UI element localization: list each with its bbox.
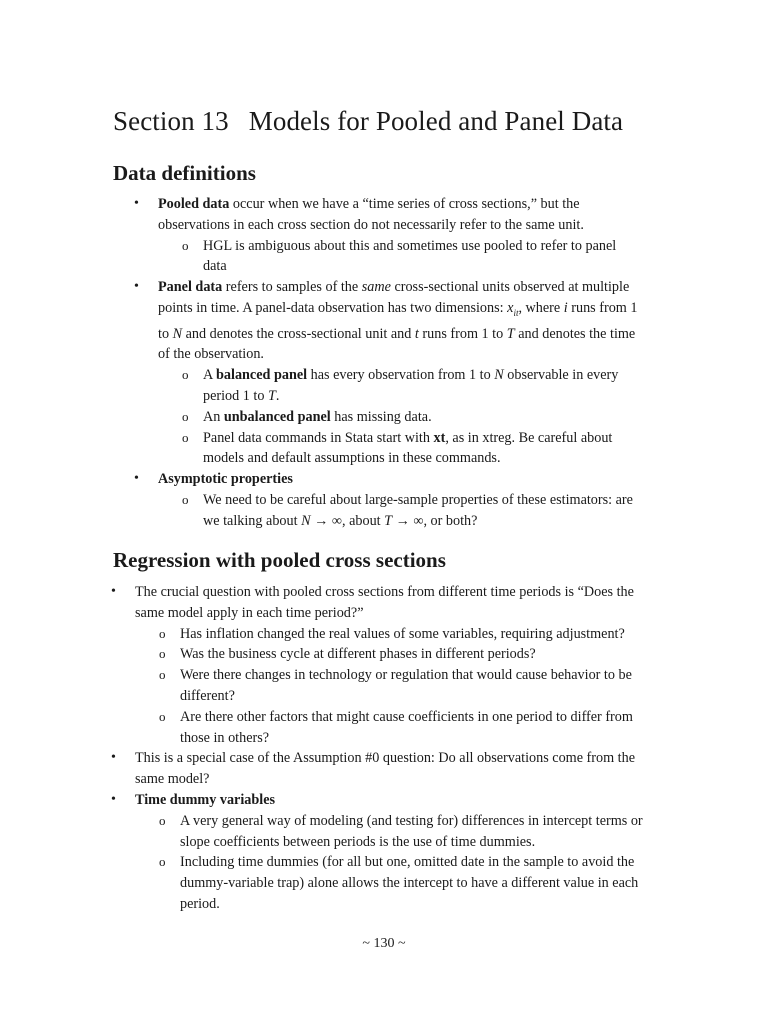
sub-item-technology: o Were there changes in technology or regulation that would cause behavior to be different? <box>159 667 632 704</box>
sub-item-other-factors: o Are there other factors that might cause coefficients in one period to differ from those in others? <box>159 708 633 746</box>
sub-item-unbalanced-panel: o An unbalanced panel has missing data. <box>203 407 678 428</box>
regression-list <box>111 582 695 915</box>
list-item-special-case: • This is a special case of the Assumption #0 question: Do all observations come from the same model? <box>111 750 636 788</box>
circle-bullet-icon: o <box>182 491 189 507</box>
sub-item-large-sample: o We need to be careful about large-sample properties of these estimators: are we talking about N → ∞, about T → ∞, or both? <box>182 491 633 529</box>
circle-bullet-icon: o <box>182 367 189 383</box>
circle-bullet-icon: o <box>159 812 166 828</box>
list-item-panel-data: • Panel data refers to samples of the same cross-sectional units observed at multiple points in time. A panel-data observation has two dimensions: $x_{it}$, where i runs from 1 to N and denotes the cross-sectional unit and t runs from 1 to T and denotes the time of the observation. o A balanced panel has every observation from 1 to N observable in every period 1 to T. o An unbalanced panel has missing data. o Panel data commands in Stata start with xt, as in xtreg. Be careful about models and default assumptions in these commands. <box>158 277 678 469</box>
sub-item-including-dummies: o Including time dummies (for all but one, omitted date in the sample to avoid the dummy-variable trap) alone allows the intercept to have a different value in each period. <box>159 854 639 912</box>
sub-item-general-way: o A very general way of modeling (and testing for) differences in intercept terms or slope coefficients between periods is the use of time dummies. <box>159 812 643 850</box>
sub-item-balanced-panel: o A balanced panel has every observation from 1 to N observable in every period 1 to T. <box>182 367 619 404</box>
circle-bullet-icon: o <box>159 708 166 724</box>
sub-item-inflation: o Has inflation changed the real values of some variables, requiring adjustment? <box>180 624 695 645</box>
term-time-dummy: Time dummy variables <box>135 791 276 808</box>
circle-bullet-icon: o <box>182 429 189 445</box>
section-number: Section 13 <box>113 106 229 136</box>
circle-bullet-icon: o <box>159 667 166 683</box>
sub-item-hgl: o HGL is ambiguous about this and sometimes use pooled to refer to panel data <box>182 237 617 275</box>
sub-item-business-cycle: o Was the business cycle at different phases in different periods? <box>180 644 695 665</box>
page-title <box>113 106 623 137</box>
heading-regression: Regression with pooled cross sections <box>113 548 446 572</box>
sub-item-stata-commands: o Panel data commands in Stata start with xt, as in xtreg. Be careful about models and default assumptions in these commands. <box>182 429 613 467</box>
bullet-icon: • <box>111 791 116 807</box>
list-item-pooled-data: • Pooled data occur when we have a “time series of cross sections,” but the observations in each cross section do not necessarily refer to the same unit. o HGL is ambiguous about this and sometimes use pooled to refer to panel data <box>158 194 678 277</box>
bullet-icon: • <box>134 471 139 487</box>
bullet-icon: • <box>111 750 116 766</box>
term-asymptotic: Asymptotic properties <box>158 471 293 488</box>
bullet-icon: • <box>134 279 139 295</box>
circle-bullet-icon: o <box>159 625 166 641</box>
list-item-asymptotic <box>134 469 678 531</box>
section-title: Models for Pooled and Panel Data <box>248 106 624 136</box>
circle-bullet-icon: o <box>159 646 166 662</box>
page-number: ~ 130 ~ <box>362 936 406 951</box>
term-panel-data: Panel data <box>158 279 223 296</box>
circle-bullet-icon: o <box>182 237 189 253</box>
term-pooled-data: Pooled data <box>158 196 230 212</box>
circle-bullet-icon: o <box>159 854 166 870</box>
heading-data-definitions: Data definitions <box>113 161 256 185</box>
bullet-icon: • <box>111 584 116 599</box>
data-definitions-list <box>134 194 678 532</box>
circle-bullet-icon: o <box>182 408 189 424</box>
bullet-icon: • <box>134 196 139 211</box>
list-item-time-dummies <box>111 790 695 915</box>
list-item-crucial-question: • The crucial question with pooled cross sections from different time periods is “Does the same model apply in each time period?” o Has inflation changed the real values of some variables, requiring adjustment? o Was the business cycle at different phases in different periods? o Were there changes in technology or regulation that would cause behavior to be different? o Are there other factors that might cause coefficients in one period to differ from those in others? <box>135 582 695 748</box>
